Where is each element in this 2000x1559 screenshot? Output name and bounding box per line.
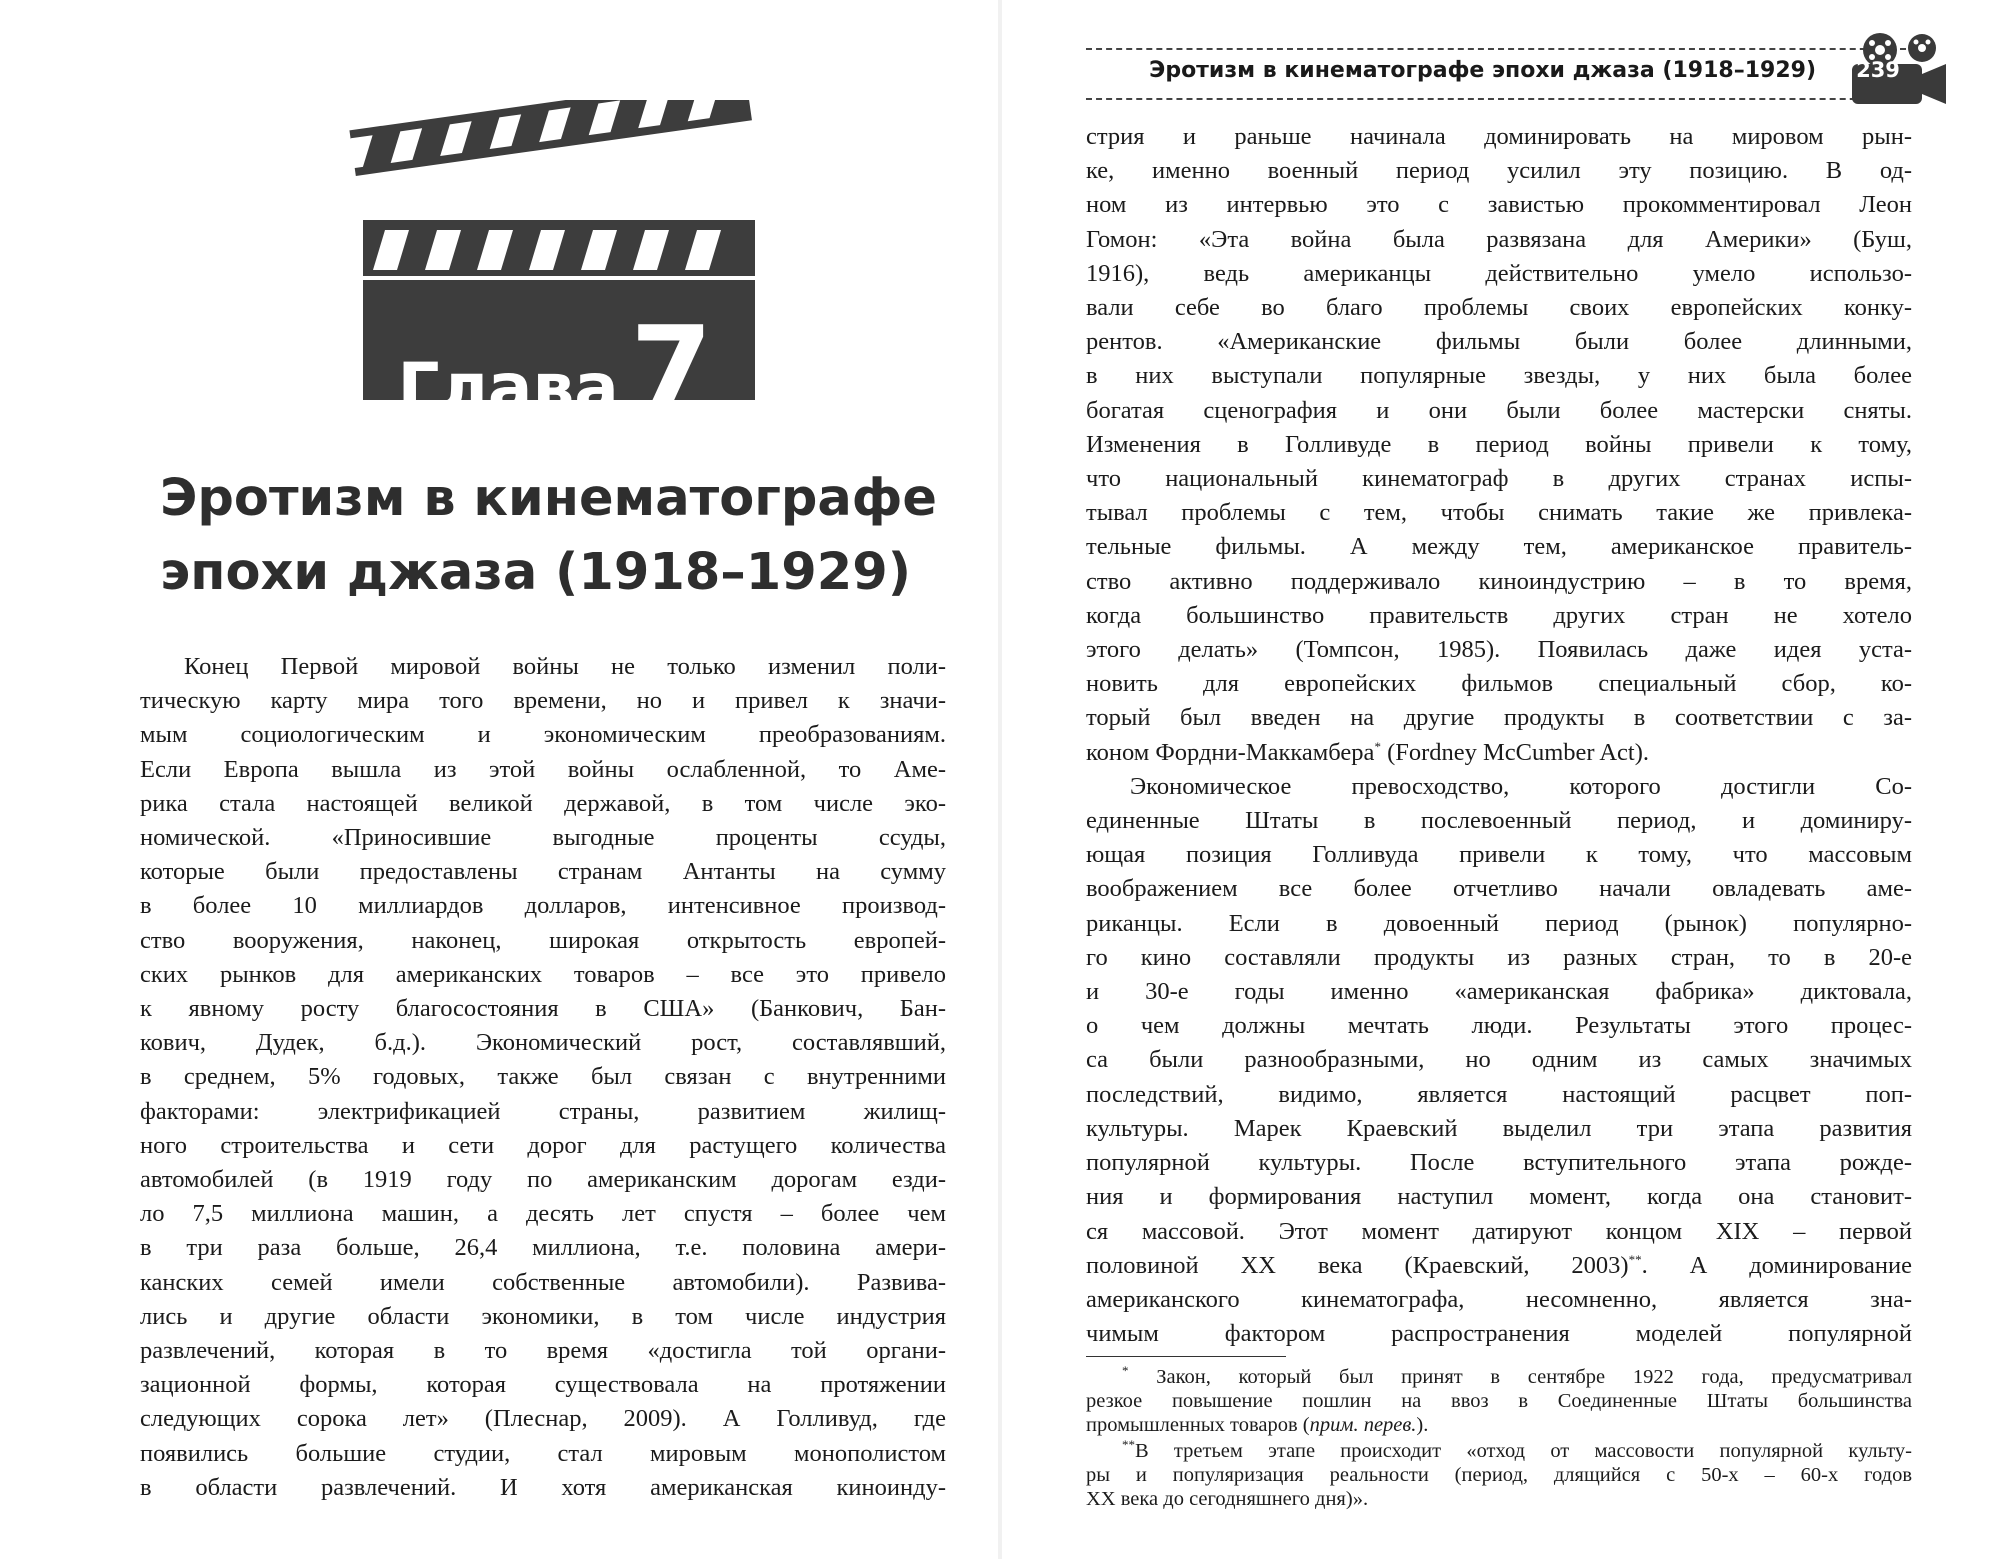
text-line: ке, именно военный период усилил эту позицию. В од-	[1086, 157, 1912, 185]
text-line: ного строительства и сети дорог для растущего количества	[140, 1131, 946, 1159]
running-head-title: Эротизм в кинематографе эпохи джаза (1918–1929)	[1141, 58, 1816, 83]
text-line: Изменения в Голливуде в период войны привели к тому,	[1086, 430, 1912, 458]
chapter-title	[160, 462, 938, 610]
right-page	[1000, 0, 2000, 1559]
text-line: кович, Дудек, б.д.). Экономический рост, составлявший,	[140, 1029, 946, 1057]
footnote-line: XX века до сегодняшнего дня)».	[1086, 1488, 1369, 1510]
text-line: в три раза больше, 26,4 миллиона, т.е. половина амери-	[140, 1234, 946, 1262]
running-head	[1086, 48, 1906, 108]
text-line: американского кинематографа, несомненно, является зна-	[1086, 1285, 1912, 1313]
footnote-marker: **	[1122, 1437, 1135, 1453]
text-line: лись и другие области экономики, в том числе индустрия	[140, 1302, 946, 1330]
text-line: что национальный кинематограф в других странах испы-	[1086, 465, 1912, 493]
text-line: Конец Первой мировой войны не только изменил поли-	[184, 653, 946, 680]
text-fragment: коном Фордни-Маккамбера	[1086, 738, 1375, 766]
text-line: рентов. «Американские фильмы были более длинными,	[1086, 328, 1912, 356]
footnote-marker: *	[1122, 1363, 1129, 1379]
text-fragment: промышленных товаров (	[1086, 1414, 1310, 1436]
text-line: в них выступали популярные звезды, у них была более	[1086, 362, 1912, 390]
text-fragment: Закон, который был принят в сентябре 1922 года, предусматривал	[1128, 1366, 1912, 1388]
text-fragment: прим. перев.	[1309, 1414, 1417, 1436]
footnote-line: ры и популяризация реальности (период, длящийся с 50-х – 60-х годов	[1086, 1464, 1912, 1486]
text-line: когда большинство правительств других стран не хотело	[1086, 601, 1912, 629]
footnote-line	[1086, 1365, 1912, 1389]
footnote-marker: **	[1628, 1251, 1642, 1267]
left-page-body	[140, 650, 946, 1505]
text-line: тельные фильмы. А между тем, американское правитель-	[1086, 533, 1912, 561]
clapperboard-graphic	[345, 100, 765, 438]
text-line	[1086, 736, 1912, 770]
text-line: канских семей имели собственные автомобили). Развива-	[140, 1268, 946, 1296]
text-line: ло 7,5 миллиона машин, а десять лет спустя – более чем	[140, 1200, 946, 1228]
chapter-label	[345, 300, 765, 438]
text-line	[1086, 1249, 1912, 1283]
text-line: номической. «Приносившие выгодные проценты ссуды,	[140, 824, 946, 852]
chapter-word: Глава	[397, 349, 619, 426]
text-line: Гомон: «Эта война была развязана для Америки» (Буш,	[1086, 225, 1912, 253]
text-line: воображением все более отчетливо начали овладевать аме-	[1086, 875, 1912, 903]
text-line: факторами: электрификацией страны, развитием жилищ-	[140, 1097, 946, 1125]
text-line: ских рынков для американских товаров – все это привело	[140, 960, 946, 988]
text-fragment: (Fordney McCumber Act).	[1380, 738, 1650, 766]
text-line: последствий, видимо, является настоящий расцвет поп-	[1086, 1080, 1912, 1108]
text-line: новить для европейских фильмов специальный сбор, ко-	[1086, 670, 1912, 698]
page-number: 239	[1856, 58, 1900, 82]
footnote-marker: *	[1374, 738, 1381, 754]
text-line: ном из интервью это с завистью прокомментировал Леон	[1086, 191, 1912, 219]
footnote-1	[1086, 1365, 1912, 1437]
text-line: ство активно поддерживало киноиндустрию – в то время,	[1086, 567, 1912, 595]
chapter-number: 7	[630, 300, 713, 438]
text-line: богатая сценография и они были более мастерски сняты.	[1086, 396, 1912, 424]
text-line: о чем должны мечтать люди. Результаты этого процес-	[1086, 1012, 1912, 1040]
footnote-line	[1086, 1439, 1912, 1463]
text-line: этого делать» (Томпсон, 1985). Появилась даже идея уста-	[1086, 636, 1912, 664]
running-head-rule	[1086, 98, 1906, 100]
footnote-2	[1086, 1439, 1912, 1511]
text-line: рика стала настоящей великой державой, в том числе эко-	[140, 789, 946, 817]
text-line: единенные Штаты в послевоенный период, и доминиру-	[1086, 807, 1912, 835]
text-line: Экономическое превосходство, которого достигли Со-	[1130, 772, 1912, 800]
text-line: в среднем, 5% годовых, также был связан с внутренними	[140, 1063, 946, 1091]
text-line: стрия и раньше начинала доминировать на мировом рын-	[1086, 123, 1912, 150]
text-fragment: . А доминирование	[1641, 1251, 1913, 1279]
text-line: зационной формы, которая существовала на протяжении	[140, 1371, 946, 1399]
text-line: риканцы. Если в довоенный период (рынок) популярно-	[1086, 909, 1912, 937]
text-line: торый был введен на другие продукты в соответствии с за-	[1086, 704, 1912, 732]
text-line: развлечений, которая в то время «достигла той органи-	[140, 1337, 946, 1365]
text-line: Если Европа вышла из этой войны ослабленной, то Аме-	[140, 755, 946, 783]
footnote-line: резкое повышение пошлин на ввоз в Соединенные Штаты большинства	[1086, 1390, 1912, 1412]
right-page-body	[1086, 120, 1912, 1351]
text-line: го кино составляли продукты из разных стран, то в 20-е	[1086, 943, 1912, 971]
text-fragment: ).	[1416, 1414, 1429, 1436]
text-line: ся массовой. Этот момент датируют концом XIX – первой	[1086, 1217, 1912, 1245]
text-line: чимым фактором распространения моделей популярной	[1086, 1320, 1912, 1348]
text-fragment: половиной XX века (Краевский, 2003)	[1086, 1251, 1629, 1279]
text-line: ния и формирования наступил момент, когда она становит-	[1086, 1183, 1912, 1211]
chapter-title-line: Эротизм в кинематографе	[160, 469, 938, 528]
footnotes	[1086, 1356, 1912, 1511]
text-line: к явному росту благосостояния в США» (Банкович, Бан-	[140, 995, 946, 1023]
text-line: вали себе во благо проблемы своих европейских конку-	[1086, 294, 1912, 322]
text-line: которые были предоставлены странам Антанты на сумму	[140, 858, 946, 886]
text-line: в более 10 миллиардов долларов, интенсивное производ-	[140, 892, 946, 920]
text-fragment: В третьем этапе происходит «отход от массовости популярной культу-	[1135, 1440, 1912, 1462]
text-line: мым социологическим и экономическим преобразованиям.	[140, 721, 946, 749]
text-line: тывал проблемы с тем, чтобы снимать такие же привлека-	[1086, 499, 1912, 527]
text-line: популярной культуры. После вступительного этапа рожде-	[1086, 1149, 1912, 1177]
text-line: автомобилей (в 1919 году по американским дорогам езди-	[140, 1166, 946, 1194]
text-line: са были разнообразными, но одним из самых значимых	[1086, 1046, 1912, 1074]
footnote-line	[1086, 1413, 1912, 1437]
text-line: тическую карту мира того времени, но и привел к значи-	[140, 687, 946, 715]
chapter-title-line: эпохи джаза (1918–1929)	[160, 543, 912, 602]
text-line: 1916), ведь американцы действительно умело использо-	[1086, 259, 1912, 287]
text-line: следующих сорока лет» (Плеснар, 2009). А Голливуд, где	[140, 1405, 946, 1433]
text-line: культуры. Марек Краевский выделил три этапа развития	[1086, 1114, 1912, 1142]
footnote-rule	[1086, 1356, 1286, 1357]
text-line: появились большие студии, стал мировым монополистом	[140, 1439, 946, 1467]
text-line: и 30-е годы именно «американская фабрика» диктовала,	[1086, 978, 1912, 1006]
text-line: ющая позиция Голливуда привели к тому, что массовым	[1086, 841, 1912, 869]
text-line: ство вооружения, наконец, широкая открытость европей-	[140, 926, 946, 954]
running-head-rule	[1086, 48, 1906, 50]
text-line: в области развлечений. И хотя американская киноинду-	[140, 1473, 946, 1501]
